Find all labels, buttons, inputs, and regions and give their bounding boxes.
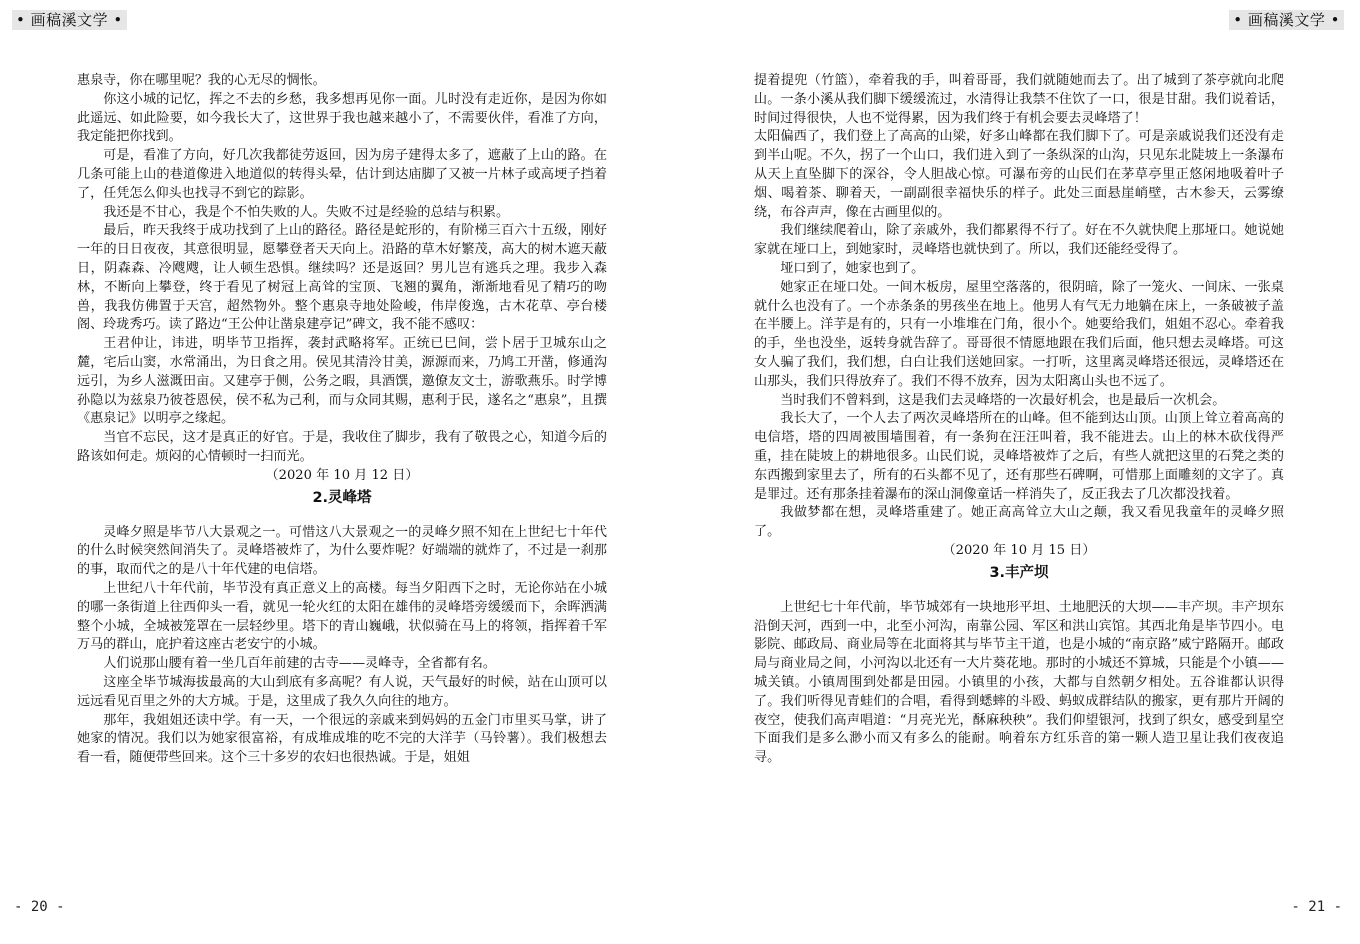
quoted-inscription: 王君仲让，讳进，明毕节卫指挥，袭封武略将军。正统已巳间，尝卜居于卫城东山之麓，宅后山窦，水常涌出，为日食之用。侯见其清泠甘美，源源而来，乃鸠工开凿，修通沟远引，为乡人滋溉田亩。又建亭于侧，公务之暇，具酒馔，邀僚友文士，游歌燕乐。时学博孙隐以为兹泉乃彼苍恩侯，侯不私为己利，而与众同其赐，惠利于民，遂名之“惠泉”，且撰《惠泉记》以明亭之缘起。 <box>77 336 607 427</box>
right-page-column <box>754 72 1284 768</box>
paragraph: 当官不忘民，这才是真正的好官。于是，我收住了脚步，我有了敬畏之心，知道今后的路该如何走。烦闷的心情顿时一扫而光。 <box>77 430 607 464</box>
essay-date: （2020 年 10 月 12 日） <box>265 467 419 483</box>
paragraph: 你这小城的记忆，挥之不去的乡愁，我多想再见你一面。儿时没有走近你，是因为你如此遥远、如此险要，如今我长大了，这世界于我也越来越小了，不需要伙伴，看准了方向，我定能把你找到。 <box>77 91 607 145</box>
paragraph: 我还是不甘心，我是个不怕失败的人。失败不过是经验的总结与积累。 <box>103 204 510 220</box>
paragraph: 惠泉寺，你在哪里呢？我的心无尽的惆怅。 <box>77 73 326 88</box>
paragraph: 人们说那山腰有着一坐几百年前建的古寺——灵峰寺，全省都有名。 <box>103 656 496 672</box>
paragraph: 她家正在垭口处。一间木板房，屋里空落落的，很阴暗，除了一笼火、一间床、一张桌就什么也没有了。一个赤条条的男孩坐在地上。他男人有气无力地躺在床上，一条破被子盖在半腰上。洋芋是有的，只有一小堆堆在门角，很小个。她要给我们，姐姐不忍心。牵着我的手，坐也没坐，返转身就告辞了。哥哥很不情愿地跟在我们后面，他只想去灵峰塔。可这女人骗了我们，我们想，白白让我们送她回家。一打听，这里离灵峰塔还很远，灵峰塔还在山那头，我们只得放弃了。我们不得不放弃，因为太阳离山头也不远了。 <box>754 279 1284 389</box>
section-title-lingfeng-tower: 2.灵峰塔 <box>312 489 372 506</box>
paragraph: 那年，我姐姐还读中学。有一天，一个很远的亲戚来到妈妈的五金门市里买马掌，讲了她家的情况。我们以为她家很富裕，有成堆成堆的吃不完的大洋芋（马铃薯）。我们极想去看一看，随便带些回来。这个三十多岁的农妇也很热诚。于是，姐姐 <box>77 712 607 766</box>
paragraph: 最后，昨天我终于成功找到了上山的路径。路径是蛇形的，有阶梯三百六十五级，刚好一年的日日夜夜，其意很明显，愿攀登者天天向上。沿路的草木好繁茂，高大的树木遮天蔽日，阴森森、冷飕飕，让人顿生恐惧。继续吗？还是返回？男儿岂有逃兵之理。我步入森林，不断向上攀登，终于看见了树冠上高耸的宝顶、飞翘的翼角，渐渐地看见了精巧的吻兽，我我仿佛置于天宫，超然物外。整个惠泉寺地处险峻，伟岸俊逸，古木花草、亭台楼阁、玲珑秀巧。读了路边“王公仲让凿泉建亭记”碑文，我不能不感叹： <box>77 223 607 333</box>
paragraph: 我长大了，一个人去了两次灵峰塔所在的山峰。但不能到达山顶。山顶上耸立着高高的电信塔，塔的四周被围墙围着，有一条狗在汪汪叫着，我不能进去。山上的林木砍伐得严重，挂在陡坡上的耕地很多。山民们说，灵峰塔被炸了之后，有些人就把这里的石凳之类的东西搬到家里去了，所有的石头都不见了，还有那些石碑啊，可惜那上面雕刻的文字了。真是罪过。还有那条挂着瀑布的深山洞像童话一样消失了，反正我去了几次都没找着。 <box>754 411 1284 502</box>
section-title-fengchan-dam: 3.丰产坝 <box>989 564 1049 581</box>
paragraph: 提着提兜（竹篮），牵着我的手，叫着哥哥，我们就随她而去了。出了城到了茶亭就向北爬山。一条小溪从我们脚下缓缓流过，水清得让我禁不住饮了一口，很是甘甜。我们说着话，时间过得很快，人也不觉得累，因为我们终于有机会要去灵峰塔了！ <box>754 73 1284 126</box>
paragraph: 我做梦都在想，灵峰塔重建了。她正高高耸立大山之颠，我又看见我童年的灵峰夕照了。 <box>754 505 1284 540</box>
left-page-column <box>77 72 607 768</box>
running-head-right: • 画稿溪文学 • <box>1229 10 1344 30</box>
paragraph: 垭口到了，她家也到了。 <box>780 260 925 276</box>
running-head-left: • 画稿溪文学 • <box>12 10 127 30</box>
paragraph: 我们继续爬着山，除了亲戚外，我们都累得不行了。好在不久就快爬上那垭口。她说她家就在垭口上，到她家时，灵峰塔也就快到了。所以，我们还能经受得了。 <box>754 223 1284 258</box>
paragraph: 可是，看准了方向，好几次我都徒劳返回，因为房子建得太多了，遮蔽了上山的路。在几条可能上山的巷道像进入地道似的转得头晕，估计到达庙脚了又被一片林子或高埂子挡着了，任凭怎么仰头也找寻不到它的踪影。 <box>77 148 607 201</box>
paragraph: 灵峰夕照是毕节八大景观之一。可惜这八大景观之一的灵峰夕照不知在上世纪七十年代的什么时候突然间消失了。灵峰塔被炸了，为什么要炸呢？好端端的就炸了，不过是一刹那的事，取而代之的是八十年代建的电信塔。 <box>77 524 607 578</box>
paragraph: 上世纪七十年代前，毕节城郊有一块地形平坦、土地肥沃的大坝——丰产坝。丰产坝东沿倒天河，西到一中，北至小河沟，南靠公园、军区和洪山宾馆。其西北角是毕节四小。电影院、邮政局、商业局等在北面将其与毕节主干道，也是小城的“南京路”威宁路隔开。邮政局与商业局之间，小河沟以北还有一大片葵花地。那时的小城还不算城，只能是个小镇——城关镇。小镇周围到处都是田园。小镇里的小孩，大都与自然朝夕相处。五谷谁都认识得了。我们听得见青蛙们的合唱，看得到蟋蟀的斗殴、蚂蚁成群结队的搬家，更有那片开阔的夜空，使我们高声唱道：“月亮光光，酥麻秧秧”。我们仰望银河，找到了织女，感受到星空下面我们是多么渺小而又有多么的能耐。响着东方红乐音的第一颗人造卫星让我们夜夜追寻。 <box>754 599 1284 766</box>
paragraph: 当时我们不曾料到，这是我们去灵峰塔的一次最好机会，也是最后一次机会。 <box>780 392 1226 408</box>
page-number-left: - 20 - <box>14 899 65 915</box>
page-number-right: - 21 - <box>1291 899 1342 915</box>
paragraph: 太阳偏西了，我们登上了高高的山梁，好多山峰都在我们脚下了。可是亲戚说我们还没有走到半山呢。不久，拐了一个山口，我们进入到了一条纵深的山沟，只见东北陡坡上一条瀑布从天上直坠脚下的深谷，令人胆战心惊。可瀑布旁的山民们在茅草亭里正悠闲地吸着叶子烟、喝着茶、聊着天，一副副很幸福快乐的样子。此处三面悬崖峭壁，古木参天，云雾缭绕，布谷声声，像在古画里似的。 <box>754 129 1284 220</box>
paragraph: 上世纪八十年代前，毕节没有真正意义上的高楼。每当夕阳西下之时，无论你站在小城的哪一条街道上往西仰头一看，就见一轮火红的太阳在雄伟的灵峰塔旁缓缓而下，余晖洒满整个小城，全城被笼罩在一层轻纱里。塔下的青山巍峨，状似骑在马上的将领，指挥着千军万马的群山，庇护着这座古老安宁的小城。 <box>77 580 607 653</box>
paragraph: 这座全毕节城海拔最高的大山到底有多高呢？有人说，天气最好的时候，站在山顶可以远远看见百里之外的大方城。于是，这里成了我久久向往的地方。 <box>77 674 607 709</box>
essay-date: （2020 年 10 月 15 日） <box>942 542 1096 558</box>
